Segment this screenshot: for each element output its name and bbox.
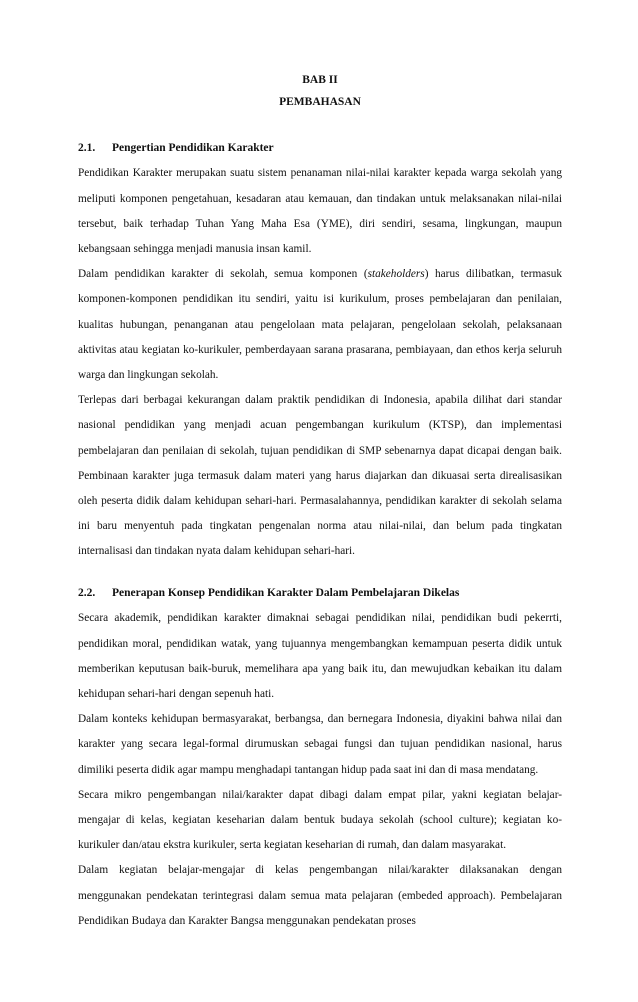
section-title: Pengertian Pendidikan Karakter [112,141,274,154]
section-title: Penerapan Konsep Pendidikan Karakter Dalam Pembelajaran Dikelas [112,586,460,599]
paragraph: Dalam kegiatan belajar-mengajar di kelas pengembangan nilai/karakter dilaksanakan dengan menggunakan pendekatan terintegrasi dalam semua mata pelajaran (embeded approach). Pembelajaran Pendidikan Budaya dan Karakter Bangsa menggunakan pendekatan proses [78,864,562,927]
paragraph [78,262,562,388]
paragraph: Secara akademik, pendidikan karakter dimaknai sebagai pendidikan nilai, pendidikan budi pekerrti, pendidikan moral, pendidikan watak, yang tujuannya mengembangkan kemampuan peserta didik untuk memberikan keputusan baik-buruk, memelihara apa yang baik itu, dan mewujudkan kebaikan itu dalam kehidupan sehari-hari dengan sepenuh hati. [78,612,562,701]
section-heading [78,587,562,601]
section-spacer [78,565,562,587]
paragraph: Pendidikan Karakter merupakan suatu sistem penanaman nilai-nilai karakter kepada warga sekolah yang meliputi komponen pengetahuan, kesadaran atau kemauan, dan tindakan untuk melaksanakan nilai-nilai tersebut, baik terhadap Tuhan Yang Maha Esa (YME), diri sendiri, sesama, lingkungan, maupun kebangsaan sehingga menjadi manusia insan kamil. [78,167,562,255]
section-2-1 [78,142,562,565]
section-heading [78,142,562,156]
paragraph: Secara mikro pengembangan nilai/karakter dapat dibagi dalam empat pilar, yakni kegiatan belajar-mengajar di kelas, kegiatan keseharian dalam bentuk budaya sekolah (school culture); kegiatan ko-kurikuler dan/atau ekstra kurikuler, serta kegiatan keseharian di rumah, dan dalam masyarakat. [78,788,562,852]
italic-term: stakeholders [367,268,425,281]
section-number: 2.2. [78,586,96,599]
chapter-label: BAB II [302,74,338,86]
document-page [78,74,562,934]
paragraph-text: Dalam pendidikan karakter di sekolah, semua komponen ( [78,268,368,281]
paragraph: Terlepas dari berbagai kekurangan dalam praktik pendidikan di Indonesia, apabila dilihat dari standar nasional pendidikan yang menjadi acuan pengembangan kurikulum (KTSP), dan implementasi pembelajaran dan penilaian di sekolah, tujuan pendidikan di SMP sebenarnya dapat dicapai dengan baik. Pembinaan karakter juga termasuk dalam materi yang harus diajarkan dan dikuasai serta direalisasikan oleh peserta didik dalam kehidupan sehari-hari. Permasalahannya, pendidikan karakter di sekolah selama ini baru menyentuh pada tingkatan pengenalan norma atau nilai-nilai, dan belum pada tingkatan internalisasi dan tindakan nyata dalam kehidupan sehari-hari. [78,394,562,558]
chapter-subtitle: PEMBAHASAN [279,95,361,108]
section-number: 2.1. [78,141,96,154]
paragraph-text: ) harus dilibatkan, termasuk komponen-komponen pendidikan itu sendiri, yaitu isi kurikulum, proses pembelajaran dan penilaian, kualitas hubungan, penanganan atau pengelolaan mata pelajaran, pengelolaan sekolah, pelaksanaan aktivitas atau kegiatan ko-kurikuler, pemberdayaan sarana prasarana, pembiayaan, dan ethos kerja seluruh warga dan lingkungan sekolah. [78,268,562,382]
paragraph: Dalam konteks kehidupan bermasyarakat, berbangsa, dan bernegara Indonesia, diyakini bahwa nilai dan karakter yang secara legal-formal dirumuskan sebagai fungsi dan tujuan pendidikan nasional, harus dimiliki peserta didik agar mampu menghadapi tantangan hidup pada saat ini dan di masa mendatang. [78,713,562,776]
section-2-2 [78,587,562,934]
